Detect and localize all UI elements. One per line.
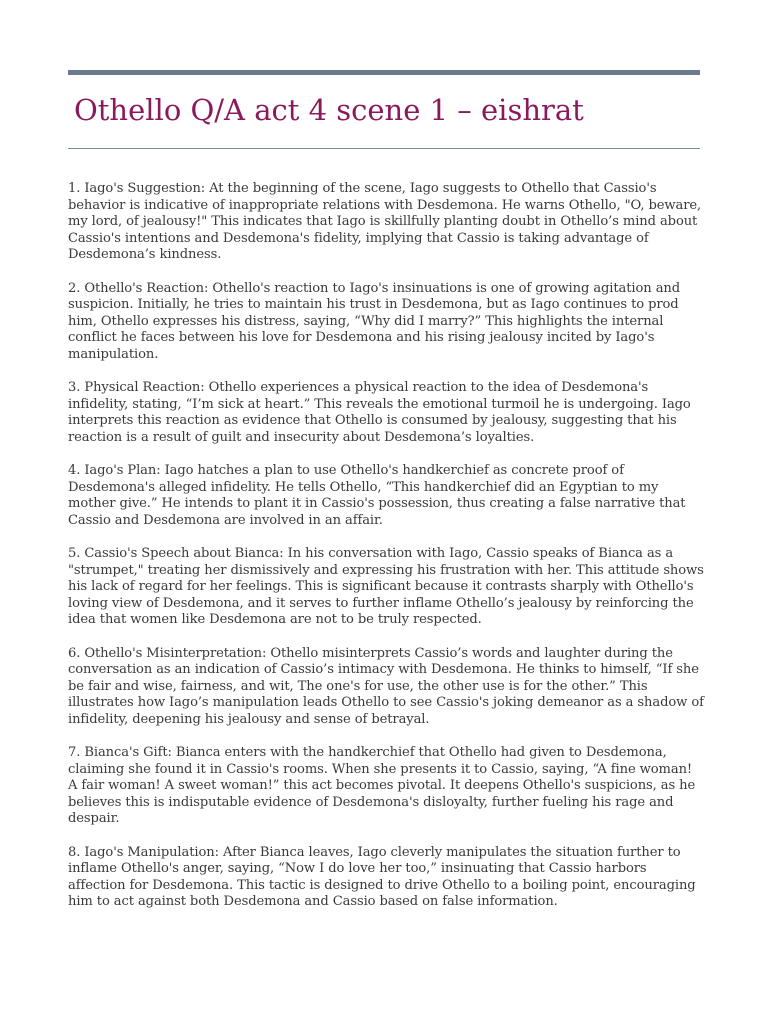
paragraph-5: 5. Cassio's Speech about Bianca: In his conversation with Iago, Cassio speaks of Bianca as a "strumpet," treating her dismissively and expressing his frustration with her. This attitude shows his lack of regard for her feelings. This is significant because it contrasts sharply with Othello's loving view of Desdemona, and it serves to further inflame Othello’s jealousy by reinforcing the idea that women like Desdemona are not to be truly respected. (68, 546, 704, 627)
paragraph-7: 7. Bianca's Gift: Bianca enters with the handkerchief that Othello had given to Desdemona, claiming she found it in Cassio's rooms. When she presents it to Cassio, saying, “A fine woman! A fair woman! A sweet woman!” this act becomes pivotal. It deepens Othello's suspicions, as he believes this is indisputable evidence of Desdemona's disloyalty, further fueling his rage and despair. (68, 745, 696, 826)
document-body (68, 181, 704, 928)
paragraph-8: 8. Iago's Manipulation: After Bianca leaves, Iago cleverly manipulates the situation further to inflame Othello's anger, saying, “Now I do love her too,” insinuating that Cassio harbors affection for Desdemona. This tactic is designed to drive Othello to a boiling point, encouraging him to act against both Desdemona and Cassio based on false information. (68, 844, 696, 909)
paragraph-3: 3. Physical Reaction: Othello experiences a physical reaction to the idea of Desdemona's infidelity, stating, “I’m sick at heart.” This reveals the emotional turmoil he is undergoing. Iago interprets this reaction as evidence that Othello is consumed by jealousy, suggesting that his reaction is a result of guilt and insecurity about Desdemona’s loyalties. (68, 380, 691, 445)
paragraph-4: 4. Iago's Plan: Iago hatches a plan to use Othello's handkerchief as concrete proof of Desdemona's alleged infidelity. He tells Othello, “This handkerchief did an Egyptian to my mother give.” He intends to plant it in Cassio's possession, thus creating a false narrative that Cassio and Desdemona are involved in an affair. (68, 463, 686, 528)
paragraph-1: 1. Iago's Suggestion: At the beginning of the scene, Iago suggests to Othello that Cassio's behavior is indicative of inappropriate relations with Desdemona. He warns Othello, "O, beware, my lord, of jealousy!" This indicates that Iago is skillfully planting doubt in Othello’s mind about Cassio's intentions and Desdemona's fidelity, implying that Cassio is taking advantage of Desdemona’s kindness. (68, 181, 702, 262)
paragraph-2: 2. Othello's Reaction: Othello's reaction to Iago's insinuations is one of growing agitation and suspicion. Initially, he tries to maintain his trust in Desdemona, but as Iago continues to prod him, Othello expresses his distress, saying, “Why did I marry?” This highlights the internal conflict he faces between his love for Desdemona and his rising jealousy incited by Iago's manipulation. (68, 280, 681, 362)
document-title: Othello Q/A act 4 scene 1 – eishrat (74, 93, 584, 127)
header-rule (68, 70, 700, 75)
title-divider (68, 148, 700, 149)
paragraph-6: 6. Othello's Misinterpretation: Othello misinterprets Cassio’s words and laughter during the conversation as an indication of Cassio’s intimacy with Desdemona. He thinks to himself, “If she be fair and wise, fairness, and wit, The one's for use, the other use is for the other.” This illustrates how Iago’s manipulation leads Othello to see Cassio's joking demeanor as a shadow of infidelity, deepening his jealousy and sense of betrayal. (68, 645, 704, 727)
